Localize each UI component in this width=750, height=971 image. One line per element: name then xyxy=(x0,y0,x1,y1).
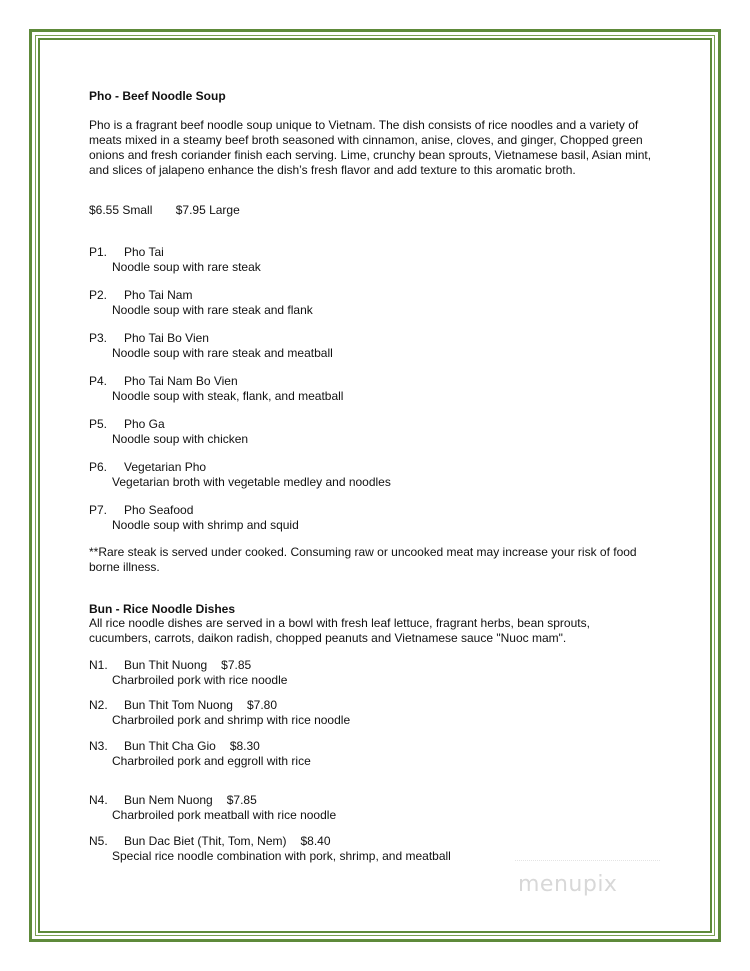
item-description: Noodle soup with chicken xyxy=(112,432,249,446)
rare-steak-note: **Rare steak is served under cooked. Consuming raw or uncooked meat may increase your risk of food borne illness. xyxy=(89,545,637,574)
item-code: N2. xyxy=(89,698,108,712)
item-code: N3. xyxy=(89,739,108,753)
item-name: Bun Thit Cha Gio xyxy=(124,739,216,753)
item-name: Bun Dac Biet (Thit, Tom, Nem) xyxy=(124,834,287,848)
menu-item-p7 xyxy=(89,503,299,533)
item-price: $8.30 xyxy=(229,739,260,753)
menupix-watermark: menupix xyxy=(518,872,618,897)
item-description: Charbroiled pork and eggroll with rice xyxy=(112,754,311,768)
pho-price-large: $7.95 Large xyxy=(175,203,240,217)
item-name: Pho Ga xyxy=(124,417,165,431)
item-description: Noodle soup with shrimp and squid xyxy=(112,518,299,532)
item-description: Charbroiled pork and shrimp with rice noodle xyxy=(112,713,351,727)
item-name: Pho Tai Nam xyxy=(124,288,193,302)
item-code: N4. xyxy=(89,793,108,807)
item-description: Noodle soup with rare steak and meatball xyxy=(112,346,333,360)
menu-item-p1 xyxy=(89,245,261,275)
menu-item-n4 xyxy=(89,793,336,823)
item-name: Pho Seafood xyxy=(124,503,194,517)
pho-heading: Pho - Beef Noodle Soup xyxy=(89,89,226,103)
item-name: Pho Tai Nam Bo Vien xyxy=(124,374,238,388)
item-name: Bun Nem Nuong xyxy=(124,793,213,807)
menu-item-n3 xyxy=(89,739,311,769)
bun-description: All rice noodle dishes are served in a bowl with fresh leaf lettuce, fragrant herbs, bean sprouts, cucumbers, carrots, daikon radish, chopped peanuts and Vietnamese sauce "Nuoc mam". xyxy=(89,616,590,645)
menu-item-p3 xyxy=(89,331,333,361)
pho-price-small: $6.55 Small xyxy=(89,203,153,217)
item-code: P3. xyxy=(89,331,108,345)
bun-heading: Bun - Rice Noodle Dishes xyxy=(89,602,236,616)
item-code: P1. xyxy=(89,245,108,259)
item-description: Vegetarian broth with vegetable medley and noodles xyxy=(112,475,391,489)
item-name: Bun Thit Nuong xyxy=(124,658,208,672)
item-description: Noodle soup with steak, flank, and meatball xyxy=(112,389,344,403)
menu-item-p5 xyxy=(89,417,248,447)
menu-item-p6 xyxy=(89,460,391,490)
item-code: P6. xyxy=(89,460,108,474)
item-price: $7.85 xyxy=(221,658,252,672)
menu-item-n5 xyxy=(89,834,451,864)
menu-item-n2 xyxy=(89,698,350,728)
item-price: $7.80 xyxy=(246,698,277,712)
item-name: Pho Tai xyxy=(124,245,164,259)
watermark-line xyxy=(515,860,660,862)
item-description: Noodle soup with rare steak xyxy=(112,260,261,274)
menu-item-n1 xyxy=(89,658,287,688)
item-code: N1. xyxy=(89,658,108,672)
item-code: P4. xyxy=(89,374,108,388)
item-name: Pho Tai Bo Vien xyxy=(124,331,209,345)
item-code: N5. xyxy=(89,834,108,848)
item-description: Noodle soup with rare steak and flank xyxy=(112,303,313,317)
pho-description: Pho is a fragrant beef noodle soup unique to Vietnam. The dish consists of rice noodles and a variety of meats mixed in a steamy beef broth seasoned with cinnamon, anise, cloves, and ginger, Chopped green onions and fresh coriander finish each serving. Lime, crunchy bean sprouts, Vietnamese basil, Asian mint, and slices of jalapeno enhance the dish’s fresh flavor and add texture to this aromatic broth. xyxy=(89,118,652,177)
item-price: $7.85 xyxy=(226,793,257,807)
menu-item-p2 xyxy=(89,288,313,318)
item-price: $8.40 xyxy=(300,834,331,848)
item-code: P7. xyxy=(89,503,108,517)
item-description: Special rice noodle combination with pork, shrimp, and meatball xyxy=(112,849,451,863)
item-name: Bun Thit Tom Nuong xyxy=(124,698,233,712)
item-description: Charbroiled pork meatball with rice noodle xyxy=(112,808,337,822)
item-description: Charbroiled pork with rice noodle xyxy=(112,673,288,687)
item-name: Vegetarian Pho xyxy=(124,460,207,474)
menu-item-p4 xyxy=(89,374,343,404)
item-code: P2. xyxy=(89,288,108,302)
item-code: P5. xyxy=(89,417,108,431)
pho-prices xyxy=(89,203,240,218)
